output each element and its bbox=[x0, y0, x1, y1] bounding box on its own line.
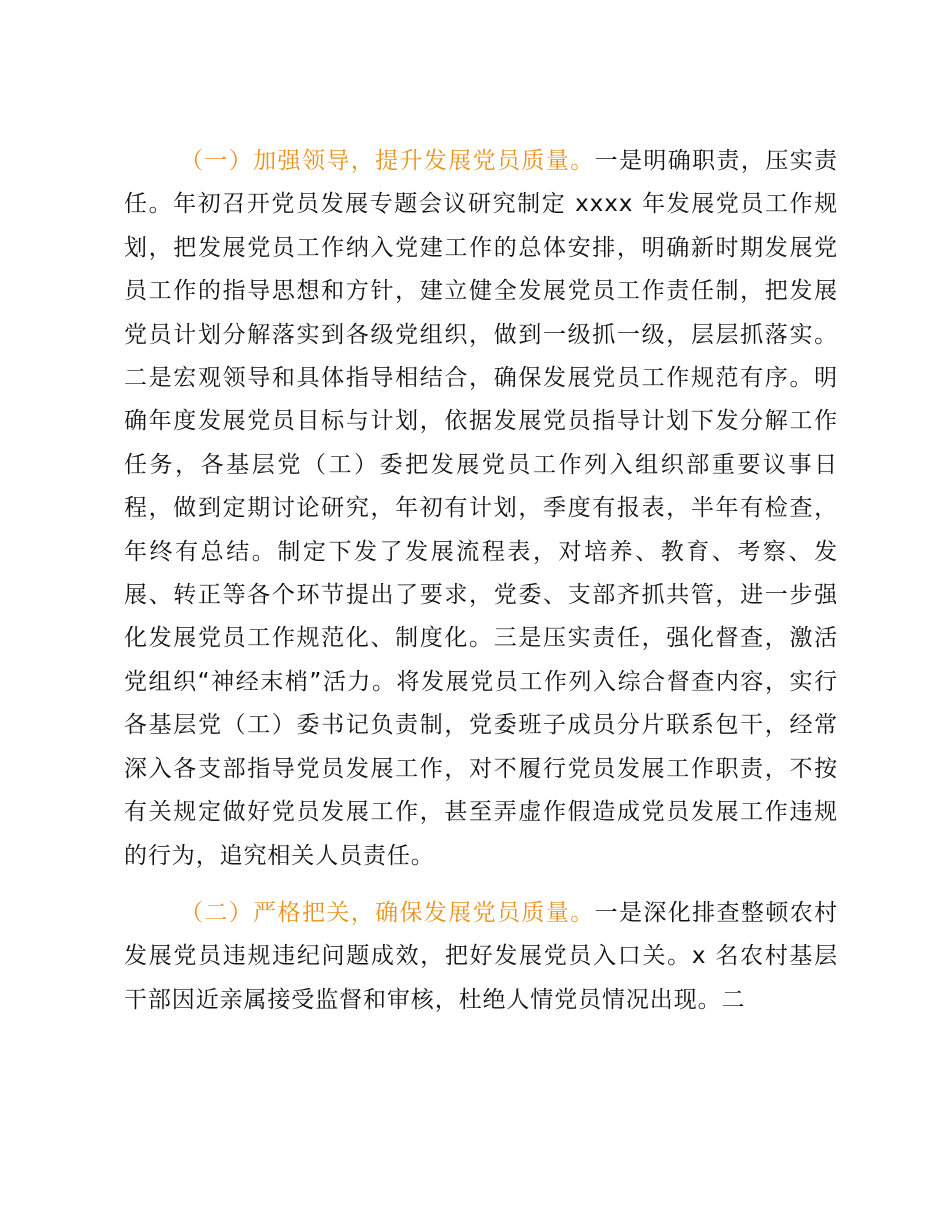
section-heading-1: （一）加强领导，提升发展党员质量。 bbox=[180, 148, 595, 174]
paragraph-body-2: 一是深化排查整顿农村发展党员违规违纪问题成效，把好发展党员入口关。x 名农村基层干部因近亲属接受监督和审核，杜绝人情党员情况出现。二 bbox=[124, 899, 839, 1013]
paragraph-1 bbox=[124, 140, 838, 878]
document-page bbox=[124, 140, 838, 1036]
paragraph-body-1: 一是明确职责，压实责任。年初召开党员发展专题会议研究制定 xxxx 年发展党员工作规划，把发展党员工作纳入党建工作的总体安排，明确新时期发展党员工作的指导思想和方针，建立健全发展党员工作责任制，把发展党员计划分解落实到各级党组织，做到一级抓一级，层层抓落实。二是宏观领导和具体指导相结合，确保发展党员工作规范有序。明确年度发展党员目标与计划，依据发展党员指导计划下发分解工作任务，各基层党（工）委把发展党员工作列入组织部重要议事日程，做到定期讨论研究，年初有计划，季度有报表，半年有检查，年终有总结。制定下发了发展流程表，对培养、教育、考察、发展、转正等各个环节提出了要求，党委、支部齐抓共管，进一步强化发展党员工作规范化、制度化。三是压实责任，强化督查，激活党组织“神经末梢”活力。将发展党员工作列入综合督查内容，实行各基层党（工）委书记负责制，党委班子成员分片联系包干，经常深入各支部指导党员发展工作，对不履行党员发展工作职责，不按有关规定做好党员发展工作，甚至弄虚作假造成党员发展工作违规的行为，追究相关人员责任。 bbox=[124, 148, 839, 869]
paragraph-2 bbox=[124, 892, 838, 1022]
section-heading-2: （二）严格把关，确保发展党员质量。 bbox=[180, 899, 595, 926]
